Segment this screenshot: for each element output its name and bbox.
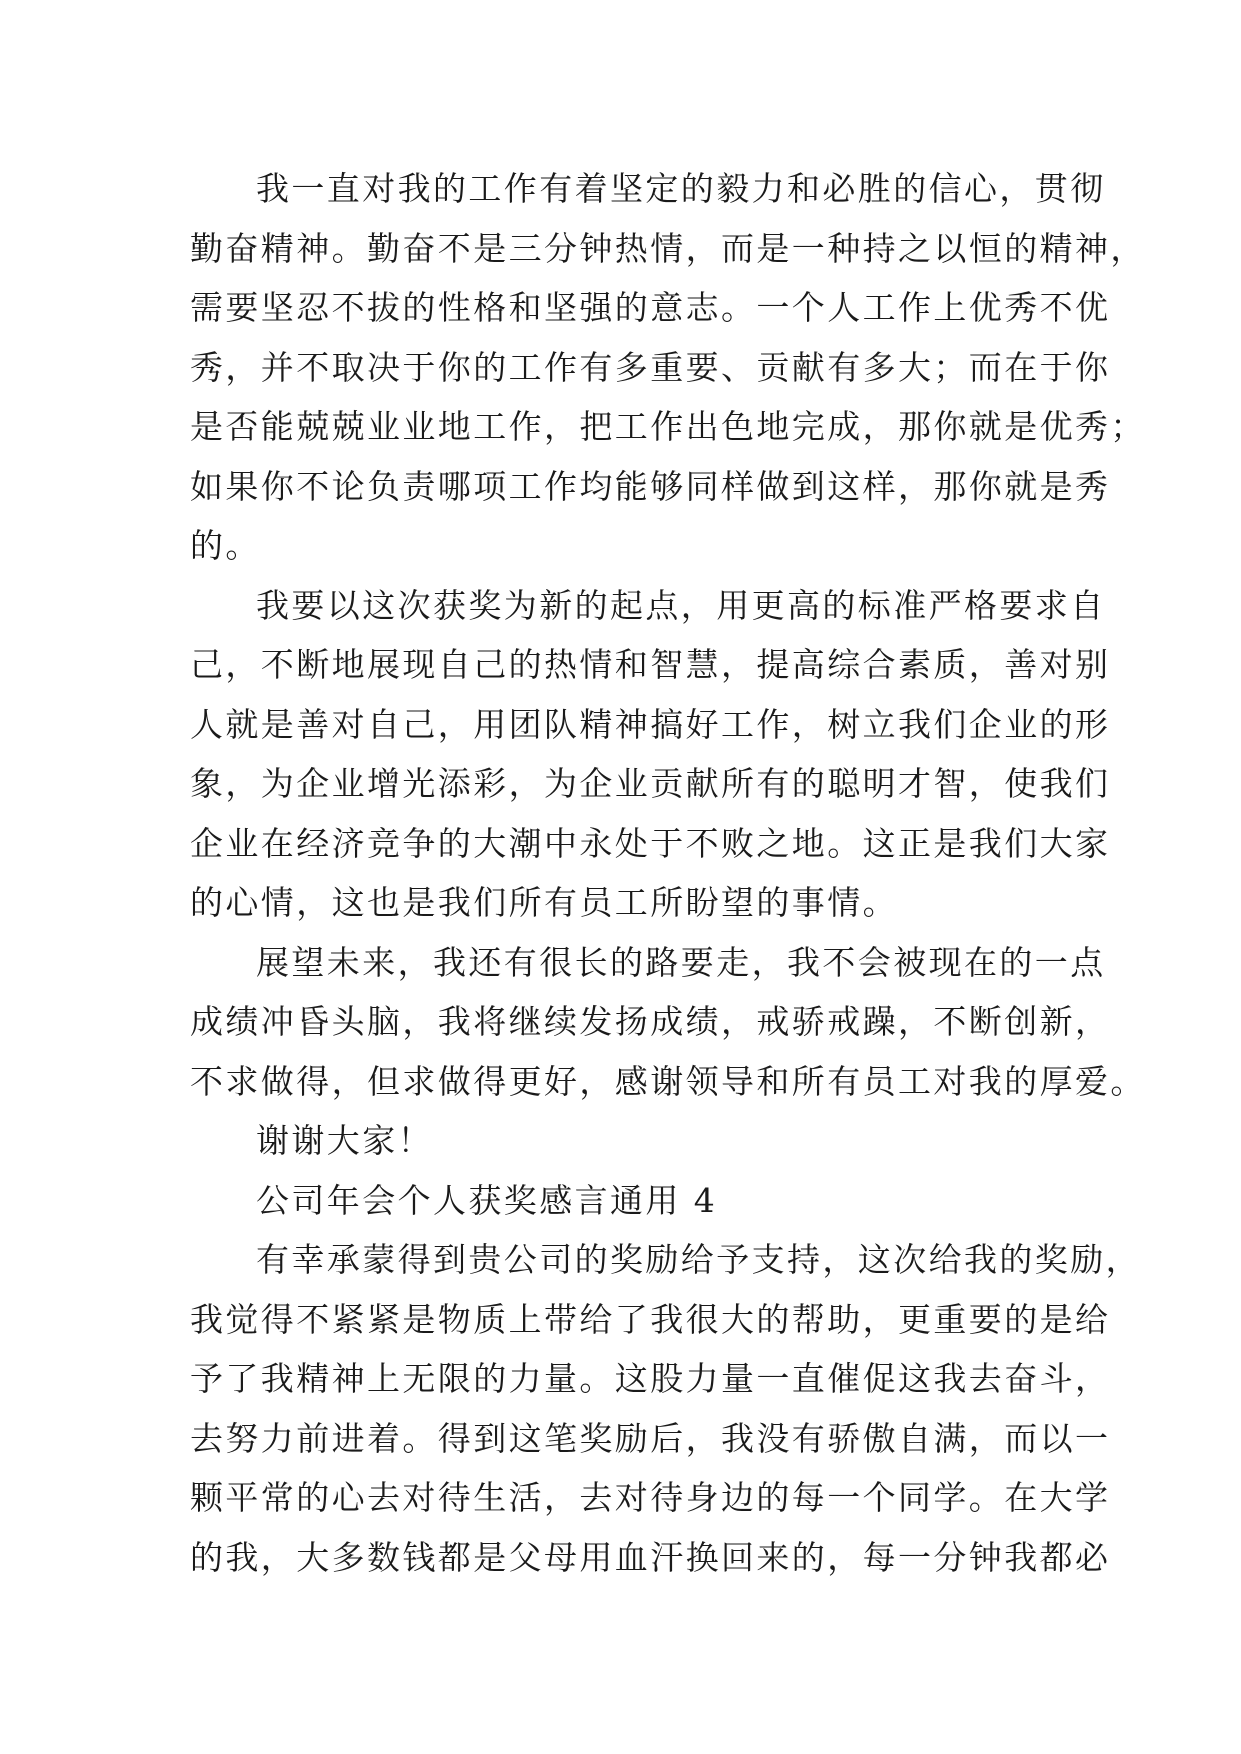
text-line: 人就是善对自己，用团队精神搞好工作，树立我们企业的形 [190,704,1111,744]
text-line: 有幸承蒙得到贵公司的奖励给予支持，这次给我的奖励， [256,1240,1141,1279]
text-line: 成绩冲昏头脑，我将继续发扬成绩，戒骄戒躁，不断创新， [190,1002,1111,1041]
document-page [190,159,1146,1587]
text-line: 需要坚忍不拔的性格和坚强的意志。一个人工作上优秀不优 [190,288,1111,327]
text-line: 谢谢大家！ [256,1121,433,1160]
text-line: 展望未来，我还有很长的路要走，我不会被现在的一点 [256,942,1106,982]
text-line: 予了我精神上无限的力量。这股力量一直催促这我去奋斗， [190,1359,1111,1398]
text-line: 去努力前进着。得到这笔奖励后，我没有骄傲自满，而以一 [190,1418,1111,1458]
text-line: 勤奋精神。勤奋不是三分钟热情，而是一种持之以恒的精神， [190,228,1146,268]
text-line: 我要以这次获奖为新的起点，用更高的标准严格要求自 [256,585,1106,625]
text-line: 的。 [190,526,261,565]
text-line: 己，不断地展现自己的热情和智慧，提高综合素质，善对别 [190,645,1111,684]
text-line: 的心情，这也是我们所有员工所盼望的事情。 [190,883,898,922]
text-line: 秀，并不取决于你的工作有多重要、贡献有多大；而在于你 [190,347,1111,387]
text-line: 企业在经济竞争的大潮中永处于不败之地。这正是我们大家 [190,823,1111,863]
text-line: 颗平常的心去对待生活，去对待身边的每一个同学。在大学 [190,1478,1111,1517]
text-line: 是否能兢兢业业地工作，把工作出色地完成，那你就是优秀； [190,407,1146,446]
text-line: 我觉得不紧紧是物质上带给了我很大的帮助，更重要的是给 [190,1299,1111,1339]
text-line: 的我，大多数钱都是父母用血汗换回来的，每一分钟我都必 [190,1537,1111,1577]
text-line: 如果你不论负责哪项工作均能够同样做到这样，那你就是秀 [190,466,1111,506]
text-line: 我一直对我的工作有着坚定的毅力和必胜的信心，贯彻 [256,169,1106,208]
section-heading: 公司年会个人获奖感言通用 4 [256,1180,718,1220]
text-line: 象，为企业增光添彩，为企业贡献所有的聪明才智，使我们 [190,764,1111,803]
text-line: 不求做得，但求做得更好，感谢领导和所有员工对我的厚爱。 [190,1061,1146,1101]
